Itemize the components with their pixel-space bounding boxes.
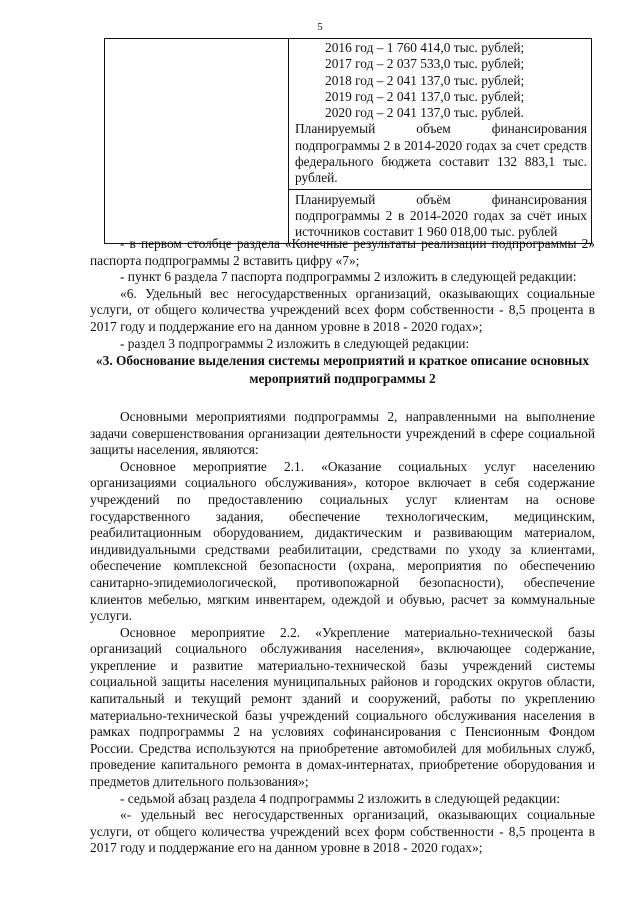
paragraph: Основное мероприятие 2.1. «Оказание социальных услуг населению организациями социального обслуживания», которое включает в себя содержание учреждений по предоставлению социальных услуг клиентам на основе государственного задания, обеспечение технологическим, медицинским, реабилитационным оборудованием, дидактическим и развивающим материалом, индивидуальными средствами реабилитации, средствами по уходу за клиентами, обеспечение комплексной безопасности (охрана, мероприятия по обеспечению санитарно-эпидемиологической, противопожарной безопасности), обеспечение клиентов мебелью, мягким инвентарем, одеждой и обувью, расчет за коммунальные услуги.: [90, 458, 595, 624]
section-heading: «3. Обоснование выделения системы мероприятий и краткое описание основных мероприятий подпрограммы 2: [95, 353, 590, 386]
year-line: 2020 год – 2 041 137,0 тыс. рублей.: [325, 105, 524, 121]
document-body: [90, 236, 595, 857]
financing-table: [104, 38, 592, 244]
year-line: 2016 год – 1 760 414,0 тыс. рублей;: [325, 40, 525, 55]
paragraph: Основными мероприятиями подпрограммы 2, направленными на выполнение задачи совершенствования организации деятельности учреждений в сфере социальной защиты населения, являются:: [90, 408, 595, 458]
year-line: 2018 год – 2 041 137,0 тыс. рублей;: [325, 72, 525, 88]
page-number: 5: [317, 21, 323, 33]
other-sources-text: Планируемый объём финансирования подпрограммы 2 в 2014-2020 годах за счёт иных источников составит 1 960 018,00 тыс. рублей: [289, 189, 591, 241]
table-left-cell: [105, 39, 289, 244]
federal-budget-text: Планируемый объем финансирования подпрограммы 2 в 2014-2020 годах за счет средств федерального бюджета составит 132 883,1 тыс. рублей.: [295, 121, 587, 186]
paragraph: «- удельный вес негосударственных организаций, оказывающих социальные услуги, от общего количества учреждений всех форм собственности - 8,5 процента в 2017 году и поддержание его на данном уровне в 2018 - 2020 годах»;: [90, 807, 595, 856]
paragraph: «6. Удельный вес негосударственных организаций, оказывающих социальные услуги, от общего количества учреждений всех форм собственности - 8,5 процента в 2017 году и поддержание его на данном уровне в 2018 - 2020 годах»;: [90, 285, 595, 334]
paragraph: - пункт 6 раздела 7 паспорта подпрограммы 2 изложить в следующей редакции:: [120, 269, 577, 285]
paragraph: Основное мероприятие 2.2. «Укрепление материально-технической базы организаций социального обслуживания населения», включающее содержание, укрепление и развитие материально-технической базы учреждений системы социальной защиты населения муниципальных районов и городских округов области, капитальный и текущий ремонт зданий и сооружений, работы по укреплению материально-технической базы учреждений социального обслуживания населения в рамках подпрограммы 2 на условиях софинансирования с Пенсионным Фондом России. Средства используются на приобретение автомобилей для мобильных служб, проведение капитального ремонта в домах-интернатах, приобретение оборудования и предметов длительного пользования»;: [90, 624, 595, 790]
year-line: 2019 год – 2 041 137,0 тыс. рублей;: [325, 88, 525, 104]
table-right-cell: [289, 39, 592, 244]
paragraph: - в первом столбце раздела «Конечные результаты реализации подпрограммы 2» паспорта подпрограммы 2 вставить цифру «7»;: [90, 236, 595, 268]
paragraph: - раздел 3 подпрограммы 2 изложить в следующей редакции:: [120, 335, 470, 351]
paragraph: - седьмой абзац раздела 4 подпрограммы 2 изложить в следующей редакции:: [120, 790, 561, 806]
year-line: 2017 год – 2 037 533,0 тыс. рублей;: [325, 56, 525, 72]
